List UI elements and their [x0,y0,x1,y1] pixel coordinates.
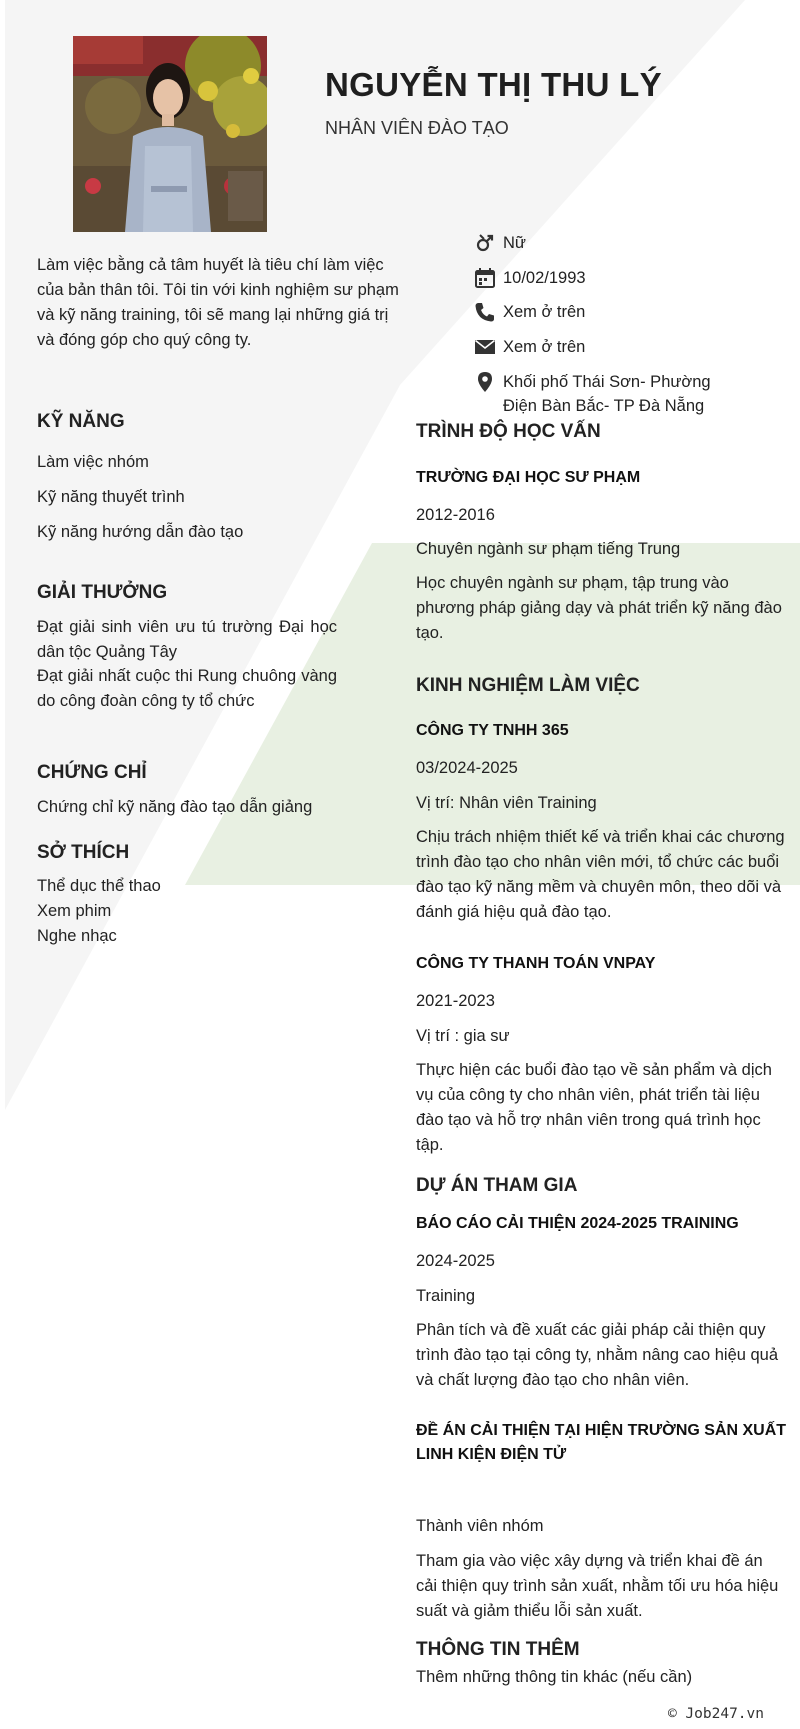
hobbies-heading: SỞ THÍCH [37,842,130,863]
footer-copyright: © Job247.vn [667,1706,764,1722]
profile-photo [73,36,267,232]
projects-heading: DỰ ÁN THAM GIA [416,1175,578,1196]
additional-info-heading: THÔNG TIN THÊM [416,1639,580,1660]
project-role: Training [416,1287,475,1305]
project-description: Phân tích và đề xuất các giải pháp cải thiện quy trình đào tạo tại công ty, nhằm nâng cao hiệu quả và chất lượng đào tạo cho nhân viên. [416,1321,779,1389]
project-name: ĐỀ ÁN CẢI THIỆN TẠI HIỆN TRƯỜNG SẢN XUẤT LINH KIỆN ĐIỆN TỬ [416,1422,787,1463]
candidate-name: NGUYỄN THỊ THU LÝ [325,66,662,103]
skill-item: Kỹ năng hướng dẫn đào tạo [37,523,244,541]
address-line-2: Điện Bàn Bắc- TP Đà Nẵng [503,397,705,415]
experience-company: CÔNG TY THANH TOÁN VNPAY [416,955,656,972]
experience-description: Thực hiện các buổi đào tạo về sản phẩm và dịch vụ của công ty cho nhân viên, phát triển tài liệu đào tạo và hỗ trợ nhân viên trong quá trình học tập. [416,1061,772,1154]
birthday-value: 10/02/1993 [503,269,586,287]
career-summary: Làm việc bằng cả tâm huyết là tiêu chí làm việc của bản thân tôi. Tôi tin với kinh nghiệm sư phạm và kỹ năng training, tôi sẽ mang lại những giá trị và đóng góp cho quý công ty. [37,256,399,349]
hobby-item: Nghe nhạc [37,927,117,945]
calendar-icon [473,266,497,290]
project-role: Thành viên nhóm [416,1517,544,1535]
education-major: Chuyên ngành sư phạm tiếng Trung [416,540,681,558]
hobby-item: Xem phim [37,902,112,920]
contact-birthday [473,266,586,290]
certificates-heading: CHỨNG CHỈ [37,762,147,783]
skills-heading: KỸ NĂNG [37,411,125,432]
contact-gender [473,231,526,255]
map-pin-icon [473,370,497,394]
education-heading: TRÌNH ĐỘ HỌC VẤN [416,421,601,442]
job-title: NHÂN VIÊN ĐÀO TẠO [325,118,509,138]
experience-company: CÔNG TY TNHH 365 [416,722,569,739]
phone-icon [473,300,497,324]
education-description: Học chuyên ngành sư phạm, tập trung vào phương pháp giảng dạy và phát triển kỹ năng đào tạo. [416,574,782,642]
awards-heading: GIẢI THƯỞNG [37,582,168,603]
experience-period: 2021-2023 [416,992,495,1010]
additional-info-text: Thêm những thông tin khác (nếu cần) [416,1668,693,1686]
email-value: Xem ở trên [503,338,586,356]
project-name: BÁO CÁO CẢI THIỆN 2024-2025 TRAINING [416,1215,739,1232]
skill-item: Kỹ năng thuyết trình [37,488,185,506]
address-line-1: Khối phố Thái Sơn- Phường [503,373,711,391]
certificate-item: Chứng chỉ kỹ năng đào tạo dẫn giảng [37,798,313,816]
skill-item: Làm việc nhóm [37,453,149,471]
contact-phone [473,300,585,324]
experience-position: Vị trí: Nhân viên Training [416,794,597,812]
project-description: Tham gia vào việc xây dựng và triển khai đề án cải thiện quy trình sản xuất, nhằm tối ưu hóa hiệu suất và giảm thiểu lỗi sản xuất. [416,1552,779,1620]
gender-value: Nữ [503,234,526,252]
experience-description: Chịu trách nhiệm thiết kế và triển khai các chương trình đào tạo cho nhân viên mới, tổ chức các buổi đào tạo kỹ năng mềm và chuyên môn, theo dõi và đánh giá hiệu quả đào tạo. [416,828,785,921]
contact-email [473,335,585,359]
project-period: 2024-2025 [416,1252,495,1270]
experience-heading: KINH NGHIỆM LÀM VIỆC [416,675,640,696]
education-school: TRƯỜNG ĐẠI HỌC SƯ PHẠM [416,469,641,486]
education-period: 2012-2016 [416,506,495,524]
award-item: Đạt giải nhất cuộc thi Rung chuông vàng do công đoàn công ty tổ chức [37,667,337,710]
gender-icon [473,231,497,255]
phone-value: Xem ở trên [503,303,586,321]
experience-period: 03/2024-2025 [416,759,518,777]
experience-position: Vị trí : gia sư [416,1027,510,1045]
award-item: Đạt giải sinh viên ưu tú trường Đại học dân tộc Quảng Tây [37,618,337,661]
envelope-icon [473,335,497,359]
contact-address [473,370,711,418]
hobby-item: Thể dục thể thao [37,877,161,895]
